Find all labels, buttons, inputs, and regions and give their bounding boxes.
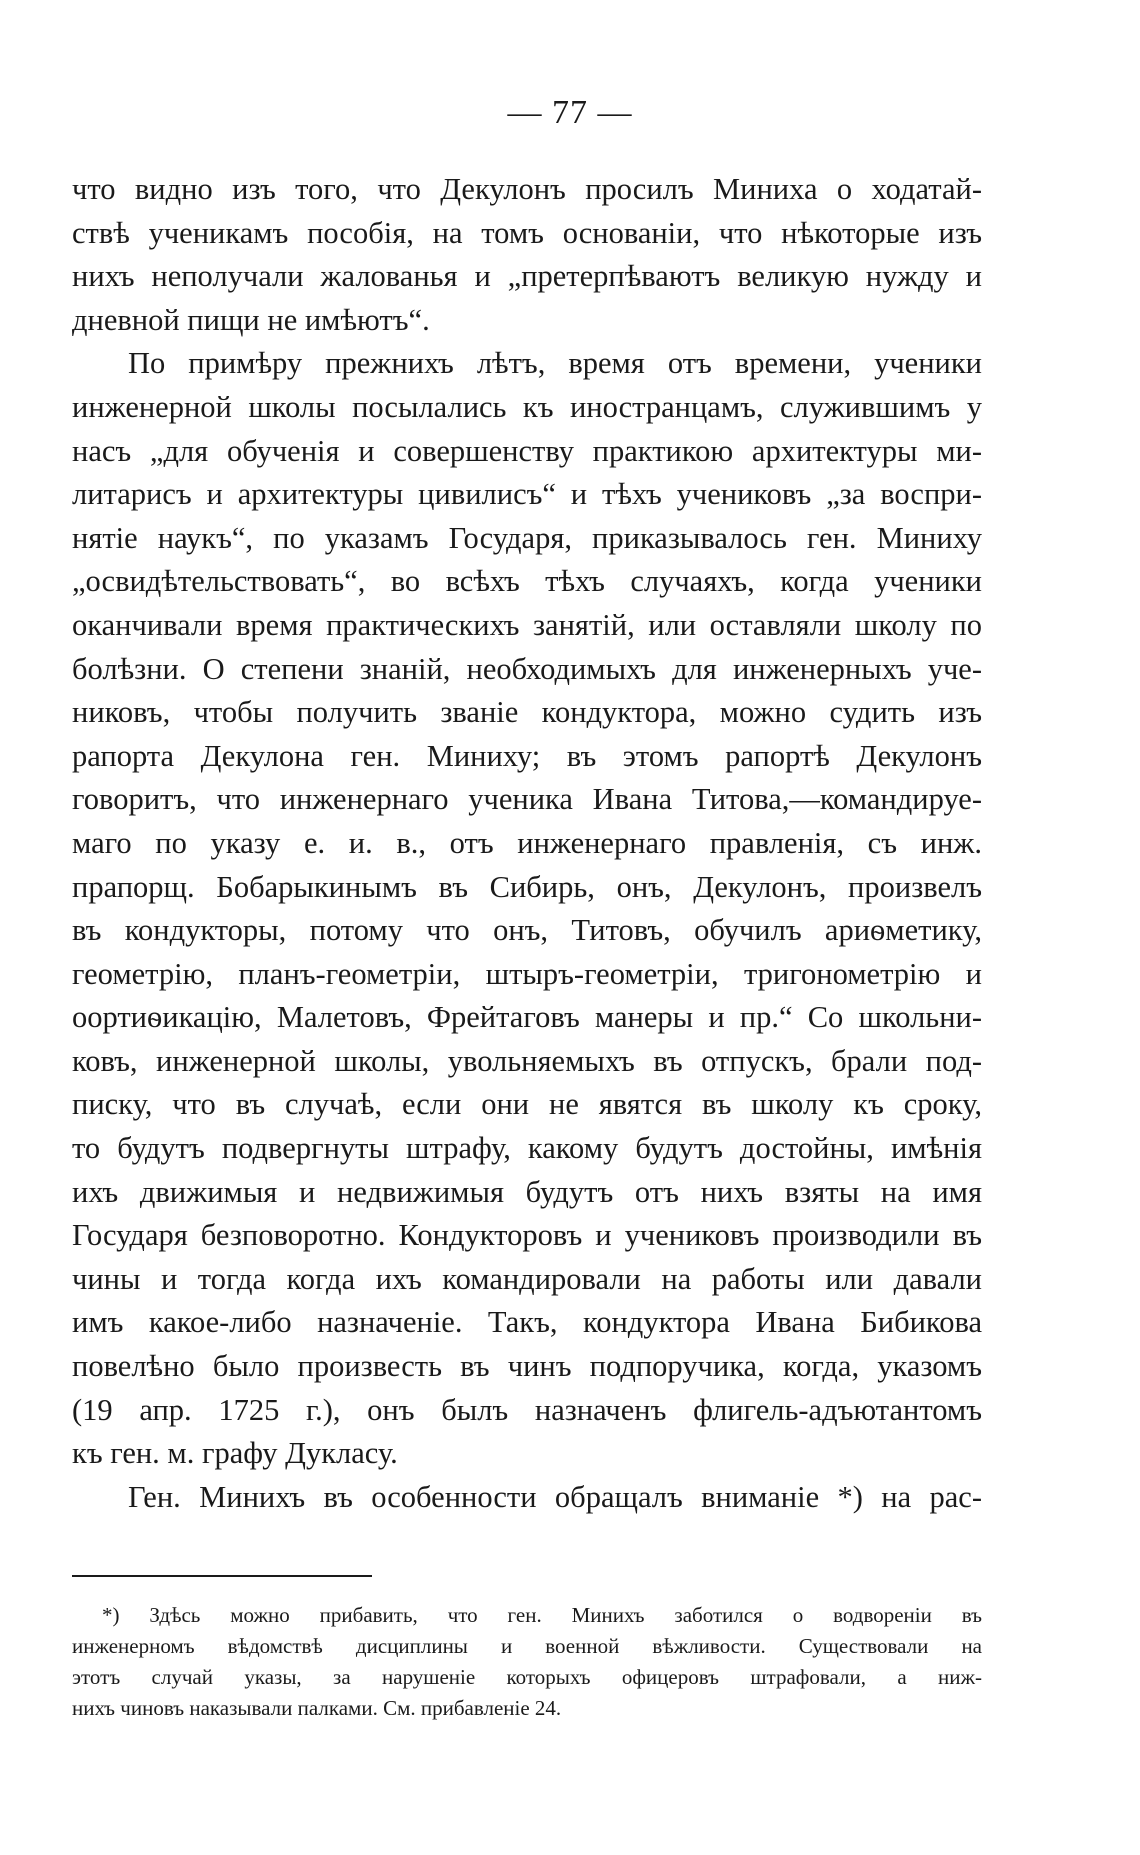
text-line: чины и тогда когда ихъ командировали на работы или давали: [72, 1261, 982, 1296]
footnote-line: инженерномъ вѣдомствѣ дисциплины и военной вѣжливости. Существовали на: [72, 1634, 982, 1658]
footnote: [72, 1600, 982, 1724]
text-line: ковъ, инженерной школы, увольняемыхъ въ отпускъ, брали под-: [72, 1043, 982, 1078]
text-line: ихъ движимыя и недвижимыя будутъ отъ нихъ взяты на имя: [72, 1174, 982, 1209]
body-text: [72, 168, 982, 1519]
text-line: нихъ неполучали жалованья и „претерпѣваютъ великую нужду и: [72, 259, 982, 294]
text-line: оканчивали время практическихъ занятій, или оставляли школу по: [72, 607, 982, 642]
text-line: никовъ, чтобы получить званіе кондуктора, можно судить изъ: [72, 695, 982, 730]
text-line: Ген. Минихъ въ особенности обращалъ вниманіе *) на рас-: [128, 1479, 982, 1514]
text-line: (19 апр. 1725 г.), онъ былъ назначенъ флигель-адъютантомъ: [72, 1392, 982, 1427]
text-line: инженерной школы посылались къ иностранцамъ, служившимъ у: [72, 389, 982, 424]
text-line: оортиѳикацію, Малетовъ, Фрейтаговъ манеры и пр.“ Со школьни-: [72, 1000, 982, 1035]
footnote-line: нихъ чиновъ наказывали палками. См. прибавленіе 24.: [72, 1696, 562, 1720]
text-line: говоритъ, что инженернаго ученика Ивана Титова,—командируе-: [72, 782, 982, 817]
text-line: то будутъ подвергнуты штрафу, какому будутъ достойны, имѣнія: [72, 1131, 982, 1166]
text-line: писку, что въ случаѣ, если они не явятся въ школу къ сроку,: [72, 1087, 982, 1122]
text-line: рапорта Декулона ген. Миниху; въ этомъ рапортѣ Декулонъ: [72, 738, 982, 773]
text-line: имъ какое-либо назначеніе. Такъ, кондуктора Ивана Бибикова: [72, 1305, 982, 1340]
text-line: По примѣру прежнихъ лѣтъ, время отъ времени, ученики: [128, 346, 982, 381]
text-line: повелѣно было произвесть въ чинъ подпоручика, когда, указомъ: [72, 1349, 982, 1384]
text-line: болѣзни. О степени знаній, необходимыхъ для инженерныхъ уче-: [72, 651, 982, 686]
footnote-line: этотъ случай указы, за нарушеніе которыхъ офицеровъ штрафовали, а ниж-: [72, 1665, 982, 1689]
text-line: Государя безповоротно. Кондукторовъ и учениковъ производили въ: [72, 1218, 982, 1253]
text-line: „освидѣтельствовать“, во всѣхъ тѣхъ случаяхъ, когда ученики: [72, 564, 982, 599]
footnote-divider: [72, 1575, 372, 1577]
text-line: что видно изъ того, что Декулонъ просилъ Миниха о ходатай-: [72, 172, 982, 206]
text-line: въ кондукторы, потому что онъ, Титовъ, обучилъ ариѳметику,: [72, 913, 982, 948]
text-line: литарисъ и архитектуры цивилисъ“ и тѣхъ учениковъ „за воспри-: [72, 477, 982, 512]
text-line: маго по указу е. и. в., отъ инженернаго правленія, съ инж.: [72, 825, 982, 860]
page-number: — 77 —: [507, 94, 633, 131]
text-line: насъ „для обученія и совершенству практикою архитектуры ми-: [72, 433, 982, 468]
text-line: ствѣ ученикамъ пособія, на томъ основаніи, что нѣкоторые изъ: [72, 215, 982, 250]
footnote-line: *) Здѣсь можно прибавить, что ген. Минихъ заботился о водвореніи въ: [102, 1603, 982, 1627]
text-line: прапорщ. Бобарыкинымъ въ Сибирь, онъ, Декулонъ, произвелъ: [72, 869, 982, 904]
text-line: нятіе наукъ“, по указамъ Государя, приказывалось ген. Миниху: [72, 520, 982, 555]
text-line: дневной пищи не имѣютъ“.: [72, 302, 430, 337]
text-line: къ ген. м. графу Дукласу.: [72, 1436, 398, 1471]
text-line: геометрію, планъ-геометріи, штыръ-геометріи, тригонометрію и: [72, 956, 982, 991]
